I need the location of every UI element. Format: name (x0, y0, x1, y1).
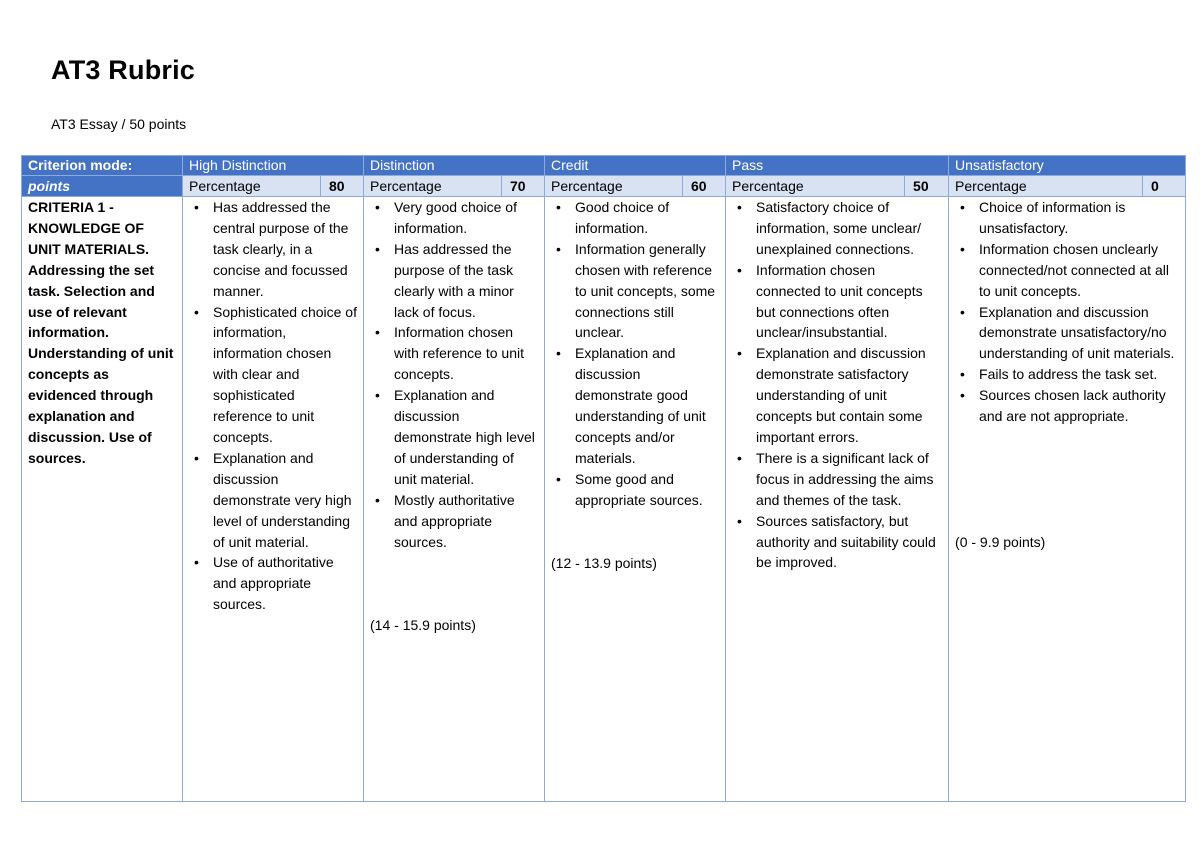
descriptor-list (189, 197, 357, 615)
descriptor-item: • Information chosen connected to unit concepts but connections often unclear/insubstantial. (756, 260, 942, 344)
descriptor-item: • Satisfactory choice of information, some unclear/ unexplained connections. (756, 197, 942, 260)
descriptor-item: • Sophisticated choice of information, information chosen with clear and sophisticated reference to unit concepts. (213, 302, 357, 448)
descriptor-cell-unsatisfactory (949, 197, 1186, 802)
criterion-row (22, 197, 1186, 802)
descriptor-item: • Good choice of information. (575, 197, 719, 239)
percentage-label: Percentage (364, 176, 502, 197)
level-name-pass: Pass (726, 156, 949, 176)
points-range-credit: (12 - 13.9 points) (551, 554, 657, 571)
descriptor-cell-high-distinction (183, 197, 364, 802)
criterion-cell (22, 197, 183, 802)
descriptor-list (955, 197, 1179, 427)
page-title: AT3 Rubric (51, 55, 196, 85)
rubric-table (21, 155, 1186, 802)
percentage-label: Percentage (726, 176, 905, 197)
descriptor-item: • Explanation and discussion demonstrate unsatisfactory/no understanding of unit materials. (979, 302, 1179, 365)
percentage-value-unsatisfactory: 0 (1143, 176, 1186, 197)
descriptor-item: • Mostly authoritative and appropriate sources. (394, 490, 538, 553)
descriptor-item: • Sources satisfactory, but authority and suitability could be improved. (756, 511, 942, 574)
percentage-label: Percentage (545, 176, 683, 197)
level-name-high-distinction: High Distinction (183, 156, 364, 176)
descriptor-cell-credit (545, 197, 726, 802)
criterion-mode-label: Criterion mode: (22, 156, 183, 176)
points-range-unsatisfactory: (0 - 9.9 points) (955, 533, 1046, 550)
descriptor-item: • Explanation and discussion demonstrate high level of understanding of unit material. (394, 385, 538, 490)
points-range-distinction: (14 - 15.9 points) (370, 617, 476, 634)
page-subtitle: AT3 Essay / 50 points (51, 116, 187, 132)
descriptor-item: • Information chosen with reference to unit concepts. (394, 322, 538, 385)
level-header-row (22, 156, 1186, 176)
level-name-distinction: Distinction (364, 156, 545, 176)
descriptor-item: • Explanation and discussion demonstrate very high level of understanding of unit material. (213, 448, 357, 553)
criterion-description: CRITERIA 1 - KNOWLEDGE OF UNIT MATERIALS. Addressing the set task. Selection and use of relevant information. Understanding of unit concepts as evidenced through explanation and discussion. Use of sources. (28, 199, 174, 466)
descriptor-item: • Choice of information is unsatisfactory. (979, 197, 1179, 239)
descriptor-item: • Use of authoritative and appropriate sources. (213, 552, 357, 615)
descriptor-list (732, 197, 942, 573)
percentage-row (22, 176, 1186, 197)
descriptor-item: • Information generally chosen with reference to unit concepts, some connections still unclear. (575, 239, 719, 344)
percentage-value-credit: 60 (683, 176, 726, 197)
percentage-label: Percentage (949, 176, 1143, 197)
descriptor-item: • Fails to address the task set. (979, 364, 1179, 385)
descriptor-list (370, 197, 538, 552)
percentage-value-distinction: 70 (502, 176, 545, 197)
descriptor-item: • There is a significant lack of focus in addressing the aims and themes of the task. (756, 448, 942, 511)
level-name-credit: Credit (545, 156, 726, 176)
descriptor-cell-pass (726, 197, 949, 802)
percentage-value-high-distinction: 80 (321, 176, 364, 197)
descriptor-item: • Explanation and discussion demonstrate good understanding of unit concepts and/or materials. (575, 343, 719, 468)
criterion-mode-value: points (22, 176, 183, 197)
percentage-label: Percentage (183, 176, 321, 197)
descriptor-item: • Sources chosen lack authority and are not appropriate. (979, 385, 1179, 427)
level-name-unsatisfactory: Unsatisfactory (949, 156, 1186, 176)
descriptor-item: • Explanation and discussion demonstrate satisfactory understanding of unit concepts but contain some important errors. (756, 343, 942, 448)
descriptor-item: • Some good and appropriate sources. (575, 469, 719, 511)
descriptor-item: • Has addressed the central purpose of the task clearly, in a concise and focussed manner. (213, 197, 357, 302)
descriptor-item: • Information chosen unclearly connected/not connected at all to unit concepts. (979, 239, 1179, 302)
descriptor-cell-distinction (364, 197, 545, 802)
descriptor-list (551, 197, 719, 511)
percentage-value-pass: 50 (905, 176, 949, 197)
descriptor-item: • Very good choice of information. (394, 197, 538, 239)
descriptor-item: • Has addressed the purpose of the task clearly with a minor lack of focus. (394, 239, 538, 323)
